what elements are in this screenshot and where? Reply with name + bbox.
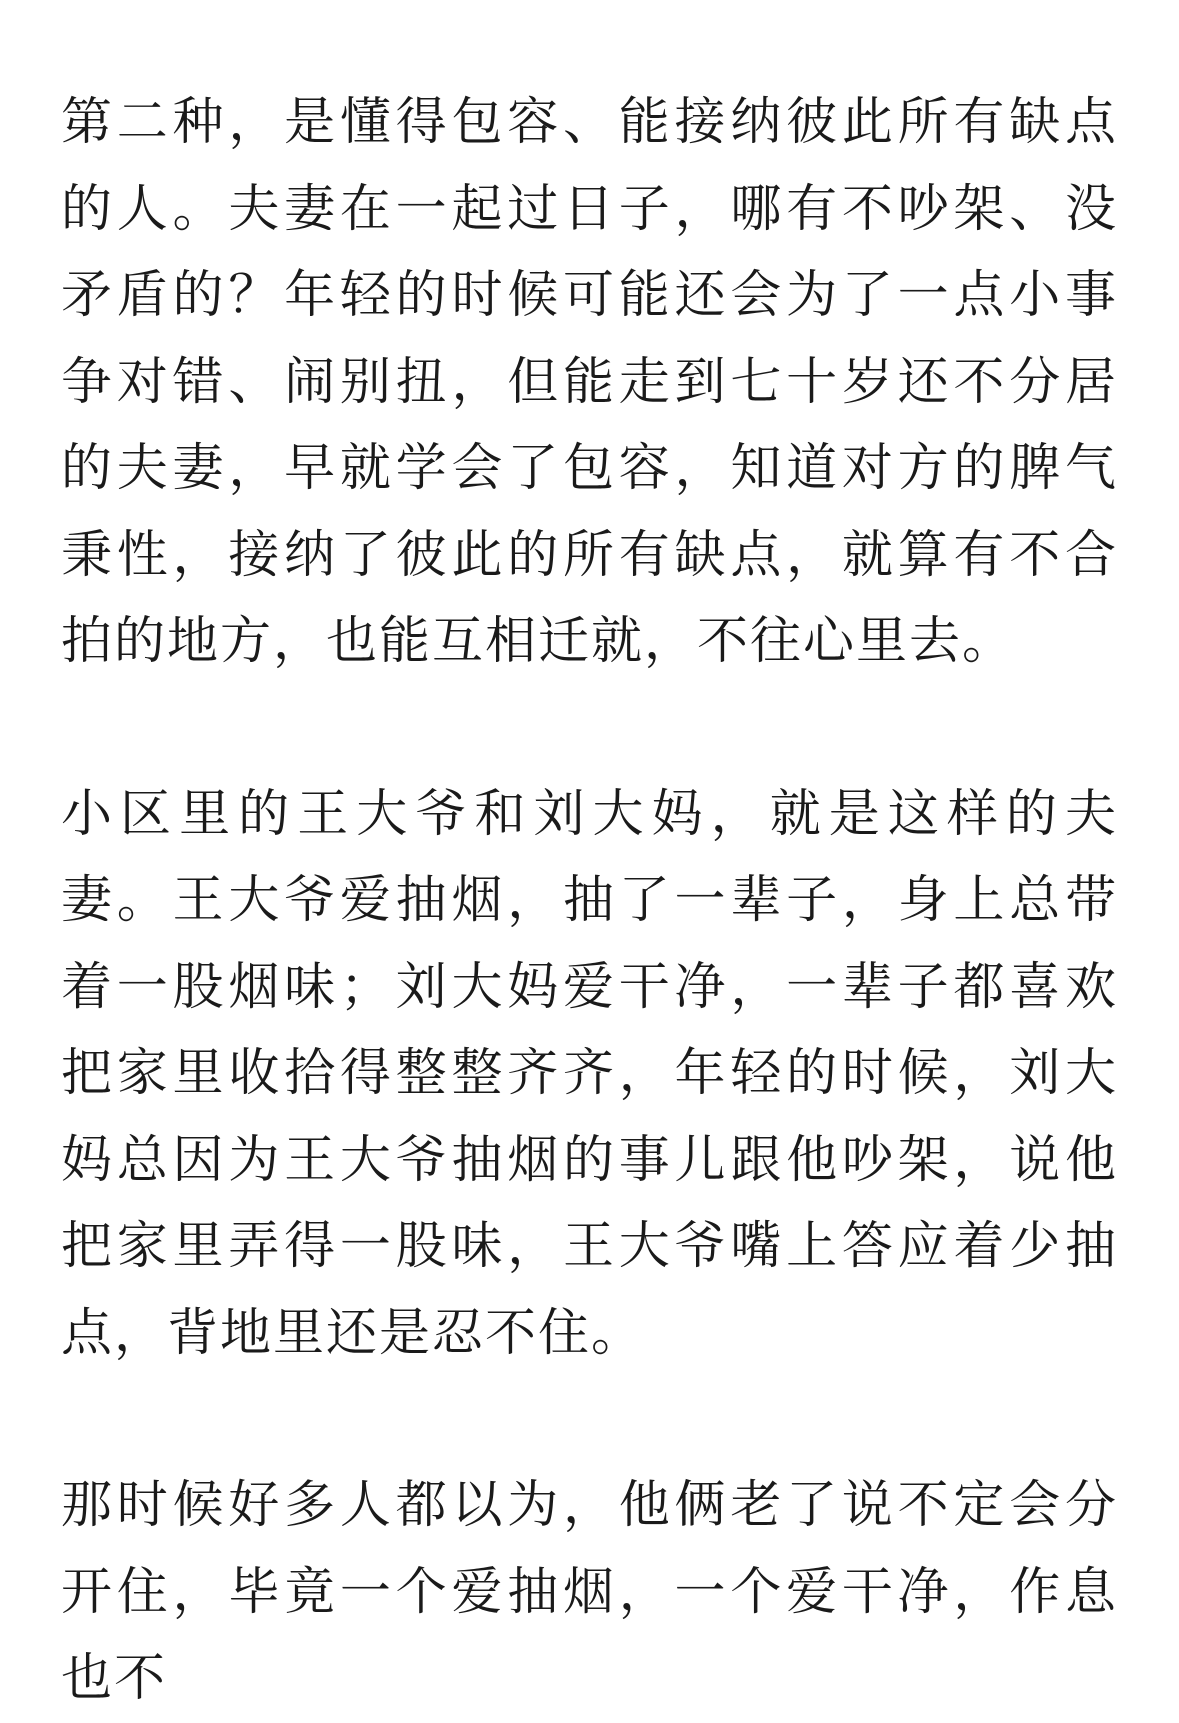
paragraph-spacer xyxy=(61,686,1118,772)
article-paragraph-1: 第二种，是懂得包容、能接纳彼此所有缺点的人。夫妻在一起过日子，哪有不吵架、没矛盾的？年轻的时候可能还会为了一点小事争对错、闹别扭，但能走到七十岁还不分居的夫妻，早就学会了包容，知道对方的脾气秉性，接纳了彼此的所有缺点，就算有不合拍的地方，也能互相迁就，不往心里去。 xyxy=(61,93,1118,671)
article-paragraph-3: 那时候好多人都以为，他俩老了说不定会分开住，毕竟一个爱抽烟，一个爱干净，作息也不 xyxy=(61,1476,1118,1708)
article-paragraph-2: 小区里的王大爷和刘大妈，就是这样的夫妻。王大爷爱抽烟，抽了一辈子，身上总带着一股烟味；刘大妈爱干净，一辈子都喜欢把家里收拾得整整齐齐，年轻的时候，刘大妈总因为王大爷抽烟的事儿跟他吵架，说他把家里弄得一股味，王大爷嘴上答应着少抽点，背地里还是忍不住。 xyxy=(61,784,1118,1363)
paragraph-spacer xyxy=(61,1377,1118,1463)
